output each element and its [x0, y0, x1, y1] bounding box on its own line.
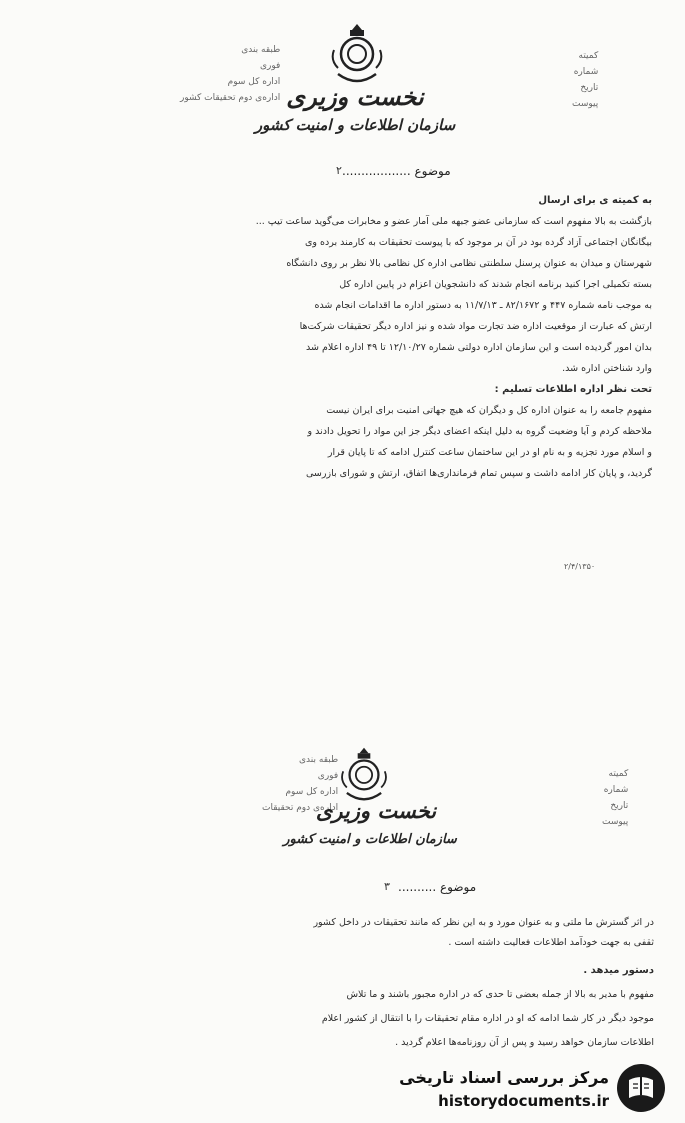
header-field: تاریخ [610, 801, 629, 811]
header-field: فوری [259, 61, 281, 71]
text-line: ملاحظه کردم و آیا وضعیت گروه به دلیل اینکه اعضای دیگر جز این مواد را تحویل دادند و [307, 426, 652, 437]
text-line: بدان امور گردیده است و این سازمان اداره دولتی شماره ۱۲/۱۰/۲۷ تا ۴۹ اداره اعلام شد [306, 342, 652, 353]
header-field: طبقه بندی [299, 755, 339, 765]
header-field: شماره [603, 785, 629, 795]
text-line: ثقفی به جهت خودآمد اطلاعات فعالیت داشته است . [448, 937, 654, 948]
header-field: پیوست [602, 817, 629, 827]
lion-and-sun-emblem-icon [326, 20, 388, 86]
header-field: اداره‌ی دوم تحقیقات کشور [180, 93, 281, 103]
text-line: مفهوم با مدیر به بالا از جمله بعضی تا حدی که در اداره مجبور باشند و ما تلاش [346, 989, 654, 1000]
organization-title: سازمان اطلاعات و امنیت کشور [283, 832, 457, 847]
text-line: دستور میدهد . [583, 965, 654, 976]
header-field: کمیته [578, 51, 599, 61]
text-line: به موجب نامه شماره ۴۴۷ و ۸۲/۱۶۷۲ ـ ۱۱/۷/۱۳ به دستور اداره ما اقدامات انجام شده [314, 300, 652, 311]
text-line: در اثر گسترش ما ملتی و به عنوان مورد و به این نظر که مانند تحقیقات در داخل کشور [313, 917, 654, 928]
header-field: شماره [573, 67, 599, 77]
subject-label: موضوع .......... [398, 880, 477, 894]
header-field: پیوست [572, 99, 599, 109]
date-mark: ۲/۴/۱۳۵۰ [564, 562, 596, 571]
ministry-title: نخست وزیری [286, 82, 424, 111]
text-line: بیگانگان اجتماعی آزاد گرده بود در آن بر موجود که با پیوست تحقیقات به کارمند برده وی [304, 237, 652, 248]
site-watermark [367, 1062, 667, 1118]
text-line: به کمیته ی برای ارسال [538, 195, 652, 206]
header-field: فوری [317, 771, 339, 781]
text-line: شهرستان و میدان به عنوان پرسنل سلطنتی نظامی اداره کل نظامی بالا نظر بر روی دانشگاه [286, 258, 652, 269]
text-line: موجود دیگر در کار شما ادامه که او در اداره مقام تحقیقات را با انتقال از کشور اعلام [321, 1013, 654, 1024]
header-field: تاریخ [580, 83, 599, 93]
header-field: کمیته [608, 769, 629, 779]
text-line: تحت نظر اداره اطلاعات تسلیم : [494, 384, 652, 395]
text-line: بازگشت به بالا مفهوم است که سازمانی عضو جبهه ملی آمار عضو و مخابرات می‌گوید ساعت تیپ ... [255, 216, 652, 227]
text-line: ارتش که عبارت از موقعیت اداره ضد تجارت مواد شده و نیز اداره دیگر تحقیقات شرکت‌ها [299, 321, 652, 332]
text-line: مفهوم جامعه را به عنوان اداره کل و دیگران که هیچ جهاتی امنیت برای ایران نیست [326, 405, 652, 416]
header-right-fields [602, 766, 628, 830]
header-field: طبقه بندی [241, 45, 281, 55]
text-line: و اسلام مورد تجزیه و به نام او در این ساختمان ساعت کنترل ادامه که تا پایان قرار [327, 447, 652, 458]
text-line: وارد شناختن اداره شد. [562, 363, 652, 374]
site-name: مرکز بررسی اسناد تاریخی [399, 1068, 609, 1087]
page-number: ۳ [384, 880, 390, 893]
subject-label: موضوع .................. [342, 164, 451, 178]
text-line: اطلاعات سازمان خواهد رسید و پس از آن روزنامه‌ها اعلام گردید . [395, 1037, 654, 1048]
header-field: اداره کل سوم [285, 787, 339, 797]
organization-title: سازمان اطلاعات و امنیت کشور [254, 116, 456, 134]
lion-and-sun-emblem-icon [336, 744, 392, 804]
site-url: historydocuments.ir [438, 1092, 609, 1110]
history-documents-logo-icon [615, 1062, 667, 1118]
text-line: گردید، و پایان کار ادامه داشت و سپس تمام فرمانداری‌ها اتفاق، ارتش و شورای بازرسی [306, 468, 652, 479]
body-text [34, 190, 652, 484]
page-number: ۲ [336, 164, 342, 177]
ministry-title: نخست وزیری [315, 798, 437, 823]
header-right-fields [572, 48, 598, 112]
body-text [34, 912, 654, 1056]
text-line: بسته تکمیلی اجرا کنید برنامه انجام شدند که دانشجویان اعزام در پایین اداره کل [339, 279, 652, 290]
header-field: اداره‌ی دوم تحقیقات [262, 803, 339, 813]
header-field: اداره کل سوم [227, 77, 281, 87]
